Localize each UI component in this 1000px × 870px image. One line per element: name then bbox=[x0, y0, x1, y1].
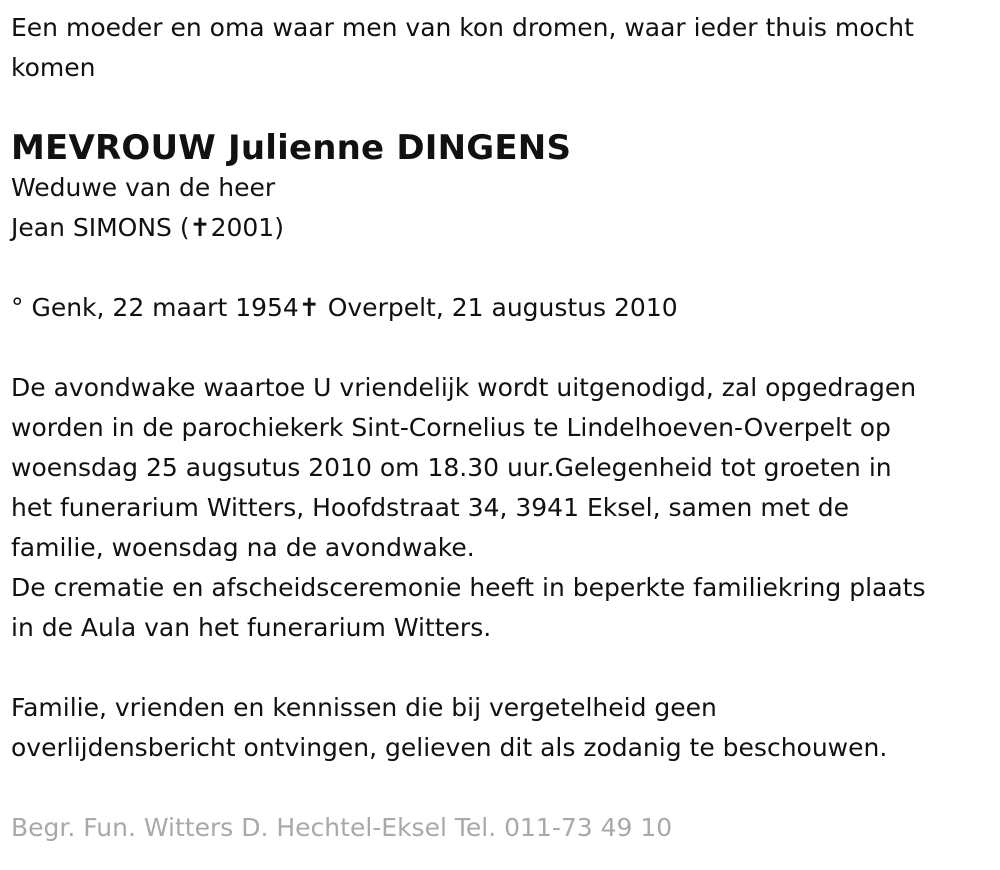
wake-line: het funerarium Witters, Hoofdstraat 34, 3941 Eksel, samen met de bbox=[11, 493, 850, 522]
spouse-line-2: Jean SIMONS (✝2001) bbox=[11, 213, 284, 242]
spacer bbox=[11, 328, 1000, 368]
notice-line: Familie, vrienden en kennissen die bij vergetelheid geen bbox=[11, 693, 717, 722]
notice-line: overlijdensbericht ontvingen, gelieven dit als zodanig te beschouwen. bbox=[11, 733, 888, 762]
wake-line: familie, woensdag na de avondwake. bbox=[11, 533, 475, 562]
deceased-name: MEVROUW Julienne DINGENS bbox=[11, 128, 572, 168]
spacer bbox=[11, 648, 1000, 688]
intro-line-2: komen bbox=[11, 53, 96, 82]
birth-death-dates: ° Genk, 22 maart 1954✝ Overpelt, 21 augustus 2010 bbox=[11, 293, 678, 322]
spacer bbox=[11, 768, 1000, 808]
spacer bbox=[11, 88, 1000, 128]
intro-line-1: Een moeder en oma waar men van kon dromen, waar ieder thuis mocht bbox=[11, 13, 914, 42]
wake-line: in de Aula van het funerarium Witters. bbox=[11, 613, 492, 642]
spouse-line-1: Weduwe van de heer bbox=[11, 173, 276, 202]
spacer bbox=[11, 248, 1000, 288]
wake-line: woensdag 25 augsutus 2010 om 18.30 uur.Gelegenheid tot groeten in bbox=[11, 453, 892, 482]
wake-line: De crematie en afscheidsceremonie heeft in beperkte familiekring plaats bbox=[11, 573, 926, 602]
funeral-home-footer: Begr. Fun. Witters D. Hechtel-Eksel Tel. 011-73 49 10 bbox=[11, 813, 673, 842]
wake-line: worden in de parochiekerk Sint-Cornelius te Lindelhoeven-Overpelt op bbox=[11, 413, 891, 442]
wake-line: De avondwake waartoe U vriendelijk wordt uitgenodigd, zal opgedragen bbox=[11, 373, 917, 402]
